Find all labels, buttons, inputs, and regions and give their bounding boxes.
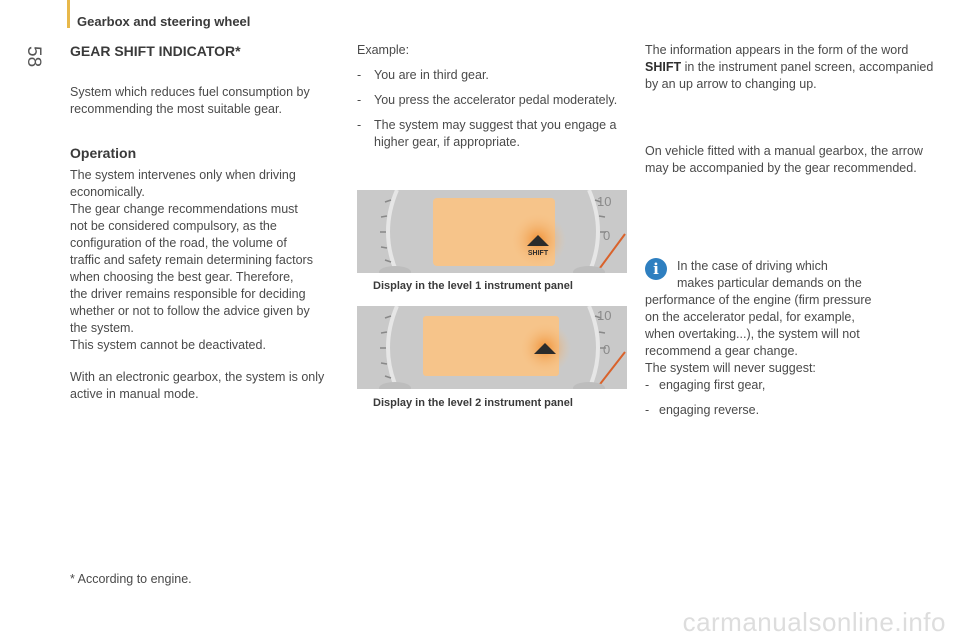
info-line: when overtaking...), the system will not — [645, 327, 860, 341]
info-note — [645, 258, 935, 425]
operation-line: The system intervenes only when driving — [70, 168, 296, 182]
list-item-text: You are in third gear. — [374, 68, 489, 82]
list-item — [357, 117, 629, 151]
dash: - — [645, 378, 650, 392]
header-accent-bar — [67, 0, 70, 28]
operation-line: whether or not to follow the advice given by — [70, 304, 310, 318]
never-suggest-list — [645, 377, 935, 419]
operation-line: The gear change recommendations must — [70, 202, 298, 216]
list-item — [645, 402, 935, 419]
info-icon: i — [645, 258, 667, 280]
panel-2-caption: Display in the level 2 instrument panel — [373, 397, 573, 409]
info-line: makes particular demands on the — [677, 276, 862, 290]
electronic-gearbox-paragraph: With an electronic gearbox, the system is only active in manual mode. — [70, 370, 325, 401]
panel-1-caption: Display in the level 1 instrument panel — [373, 280, 573, 292]
info-line: on the accelerator pedal, for example, — [645, 310, 855, 324]
example-label: Example: — [357, 43, 410, 57]
instrument-panel-level-1 — [357, 190, 627, 273]
list-item — [357, 92, 629, 109]
shift-word: SHIFT — [645, 60, 682, 74]
info-line: performance of the engine (firm pressure — [645, 293, 872, 307]
operation-line: economically. — [70, 185, 145, 199]
shift-text: SHIFT — [527, 250, 549, 257]
operation-title: Operation — [70, 145, 137, 161]
operation-line: This system cannot be deactivated. — [70, 338, 266, 352]
intro-paragraph: System which reduces fuel consumption by recommending the most suitable gear. — [70, 85, 310, 116]
list-item-text: engaging first gear, — [659, 378, 766, 392]
list-item — [645, 377, 935, 394]
gauge-top-label: 10 — [597, 308, 612, 323]
operation-line: the driver remains responsible for deciding — [70, 287, 306, 301]
dash: - — [357, 118, 362, 132]
operation-line: the system. — [70, 321, 134, 335]
operation-line: not be considered compulsory, as the — [70, 219, 277, 233]
chapter-title: Gearbox and steering wheel — [77, 14, 251, 29]
info-line: The system will never suggest: — [645, 361, 816, 375]
page-number: 58 — [23, 46, 44, 68]
dash: - — [357, 68, 362, 82]
info-line: recommend a gear change. — [645, 344, 798, 358]
shift-info-paragraph — [645, 42, 935, 93]
watermark: carmanualsonline.info — [682, 607, 946, 637]
example-list — [357, 67, 629, 159]
operation-line: configuration of the road, the volume of — [70, 236, 287, 250]
gauge-bottom-label: 0 — [603, 342, 611, 357]
operation-line: when choosing the best gear. Therefore, — [70, 270, 294, 284]
instrument-panel-level-2 — [357, 306, 627, 389]
list-item — [357, 67, 629, 84]
text-span: in the instrument panel screen, accompanied by an up arrow to changing up. — [645, 60, 934, 91]
info-line: In the case of driving which — [677, 259, 828, 273]
gauge-top-label: 10 — [597, 194, 612, 209]
footnote: * According to engine. — [70, 572, 192, 586]
text-span: The information appears in the form of the word — [645, 43, 909, 57]
list-item-text: The system may suggest that you engage a higher gear, if appropriate. — [374, 118, 617, 149]
dash: - — [357, 93, 362, 107]
operation-line: traffic and safety remain determining factors — [70, 253, 313, 267]
list-item-text: You press the accelerator pedal moderately. — [374, 93, 618, 107]
operation-paragraph — [70, 167, 340, 354]
gauge-bottom-label: 0 — [603, 228, 611, 243]
list-item-text: engaging reverse. — [659, 403, 760, 417]
manual-gearbox-paragraph: On vehicle fitted with a manual gearbox, the arrow may be accompanied by the gear recommended. — [645, 144, 923, 175]
dash: - — [645, 403, 650, 417]
section-title: GEAR SHIFT INDICATOR* — [70, 43, 241, 59]
